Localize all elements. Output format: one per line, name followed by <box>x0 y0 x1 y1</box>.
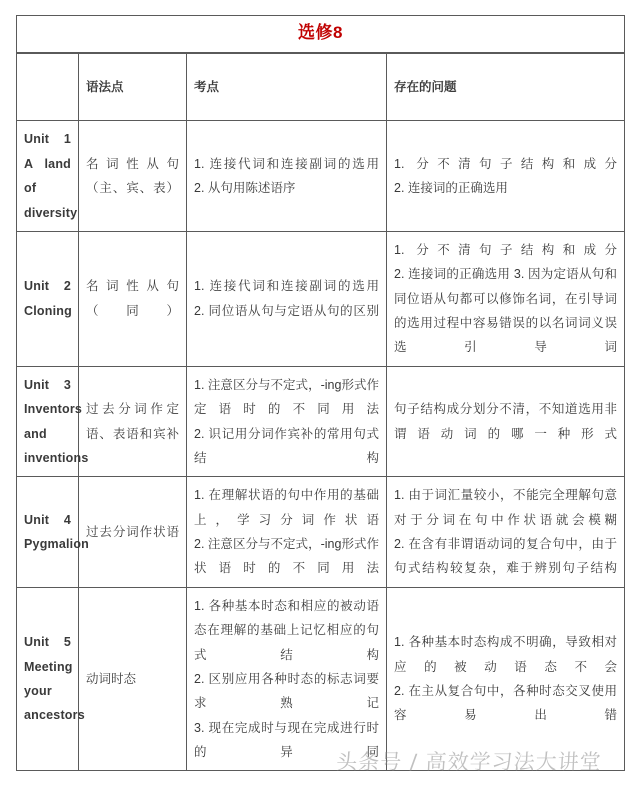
exam-point-cell <box>187 231 387 366</box>
column-header-unit <box>17 53 79 121</box>
problem-line: 句子结构成分划分不清，不知道选用非谓语动词的哪一种形式 <box>394 402 618 441</box>
problem-line: 1. 各种基本时态构成不明确，导致相对应的被动语态不会 <box>394 635 618 674</box>
grammar-summary-table <box>16 15 625 771</box>
problem-line: 1. 分不清句子结构和成分 <box>394 156 618 171</box>
problem-line: 2. 连接词的正确选用 <box>394 181 508 196</box>
exam-point-line: 2. 区别应用各种时态的标志词要求熟记 <box>194 671 379 711</box>
exam-point-line: 2. 从句用陈述语序 <box>194 181 296 196</box>
problem-line: 2. 在含有非谓语动词的复合句中，由于句式结构较复杂，难于辨别句子结构 <box>394 537 618 576</box>
table-row <box>17 587 625 771</box>
problem-cell <box>387 477 625 588</box>
table-header-row <box>17 53 625 121</box>
exam-point-line: 1. 连接代词和连接副词的选用 <box>194 279 379 294</box>
unit-label: Unit 5 Meeting your ancestors <box>17 587 79 771</box>
problem-cell <box>387 587 625 771</box>
exam-point-line: 1. 注意区分与不定式，-ing形式作定语时的不同用法 <box>194 377 379 417</box>
exam-point-line: 2. 注意区分与不定式，-ing形式作状语时的不同用法 <box>194 537 379 576</box>
problem-cell <box>387 366 625 477</box>
exam-point-line: 1. 连接代词和连接副词的选用 <box>194 156 379 171</box>
unit-label: Unit 1 A land of diversity <box>17 121 79 232</box>
exam-point-cell <box>187 121 387 232</box>
exam-point-line: 2. 同位语从句与定语从句的区别 <box>194 303 379 318</box>
column-header-problems: 存在的问题 <box>387 53 625 121</box>
column-header-exam-point: 考点 <box>187 53 387 121</box>
problem-cell <box>387 121 625 232</box>
table-row <box>17 121 625 232</box>
grammar-point-cell: 过去分词作状语 <box>79 477 187 588</box>
problem-cell <box>387 231 625 366</box>
problem-line: 1. 分不清句子结构和成分 <box>394 242 618 257</box>
exam-point-line: 2. 识记用分词作宾补的常用句式结构 <box>194 426 379 465</box>
exam-point-cell <box>187 366 387 477</box>
table-row <box>17 231 625 366</box>
problem-line: 2. 在主从复合句中，各种时态交叉使用容易出错 <box>394 684 618 723</box>
table-title-row <box>17 16 625 54</box>
title-cell <box>17 16 625 54</box>
unit-label: Unit 3 Inventors and inventions <box>17 366 79 477</box>
unit-label: Unit 2 Cloning <box>17 231 79 366</box>
table-row <box>17 477 625 588</box>
problem-line: 2. 连接词的正确选用 3. 因为定语从句和同位语从句都可以修饰名词，在引导词的选用过程中容易错误的以名词词义误选引导词 <box>394 267 618 355</box>
exam-point-cell <box>187 477 387 588</box>
grammar-point-cell: 过去分词作定语、表语和宾补 <box>79 366 187 477</box>
exam-point-line: 1. 在理解状语的句中作用的基础上，学习分词作状语 <box>194 488 379 527</box>
exam-point-line: 3. 现在完成时与现在完成进行时的异同 <box>194 720 379 759</box>
exam-point-cell <box>187 587 387 771</box>
table-row <box>17 366 625 477</box>
exam-point-line: 1. 各种基本时态和相应的被动语态在理解的基础上记忆相应的句式结构 <box>194 598 379 662</box>
page-title: 选修8 <box>298 23 343 42</box>
grammar-point-cell: 动词时态 <box>79 587 187 771</box>
problem-line: 1. 由于词汇量较小，不能完全理解句意对于分词在句中作状语就会模糊 <box>394 488 618 527</box>
watermark-text: 头条号 / 高效学习法大讲堂 <box>335 750 603 774</box>
grammar-point-cell: 名词性从句（同） <box>79 231 187 366</box>
unit-label: Unit 4 Pygmalion <box>17 477 79 588</box>
column-header-grammar-point: 语法点 <box>79 53 187 121</box>
grammar-point-cell: 名词性从句（主、宾、表） <box>79 121 187 232</box>
